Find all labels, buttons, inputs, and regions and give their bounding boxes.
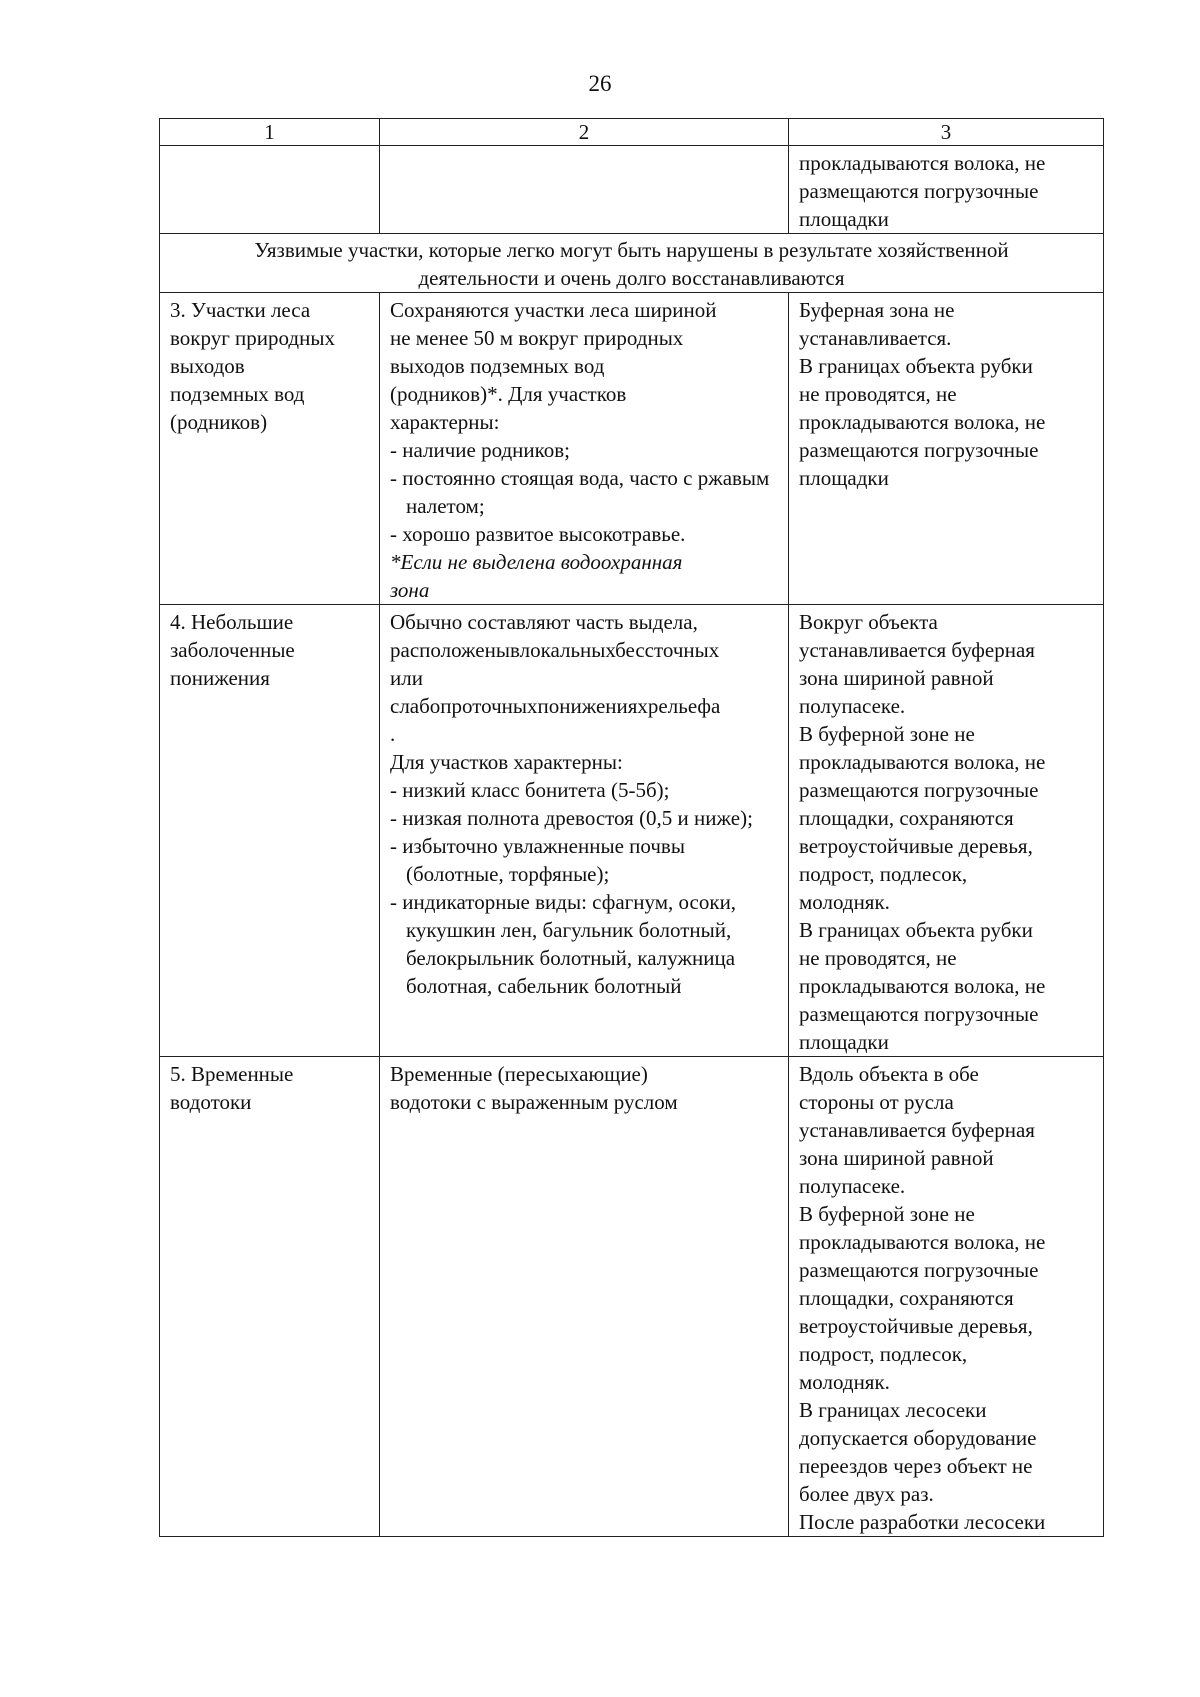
text-line: площадки <box>799 1030 889 1054</box>
text-line: площадки <box>799 207 889 231</box>
text-line: устанавливается. <box>799 326 952 350</box>
continuation-row <box>160 146 1104 234</box>
table-row <box>160 605 1104 1057</box>
text-line: размещаются погрузочные <box>799 179 1039 203</box>
text-line: более двух раз. <box>799 1482 934 1506</box>
text-line: Сохраняются участки леса шириной <box>390 298 717 322</box>
header-col-3: 3 <box>789 119 1104 146</box>
text-line: Буферная зона не <box>799 298 955 322</box>
row-5-description <box>380 1057 789 1537</box>
continuation-col-3 <box>789 146 1104 234</box>
text-line: . <box>390 722 396 746</box>
buffer-zone-table <box>159 118 1104 1537</box>
text-line: подрост, подлесок, <box>799 1342 968 1366</box>
continuation-col-2 <box>380 146 789 234</box>
text-line: (родников) <box>170 410 268 434</box>
text-line: понижения <box>170 666 270 690</box>
text-line: После разработки лесосеки <box>799 1510 1046 1534</box>
header-col-2: 2 <box>380 119 789 146</box>
list-item: - низкая полнота древостоя (0,5 и ниже); <box>390 806 753 830</box>
text-line: водотоки с выраженным руслом <box>390 1090 678 1114</box>
text-line: подземных вод <box>170 382 305 406</box>
text-line: прокладываются волока, не <box>799 410 1046 434</box>
text-line: расположенывлокальныхбессточных <box>390 638 720 662</box>
text-line: не проводятся, не <box>799 382 957 406</box>
text-line: Уязвимые участки, которые легко могут быть нарушены в результате хозяйственной <box>254 238 1009 262</box>
text-line: выходов подземных вод <box>390 354 605 378</box>
text-line: Вдоль объекта в обе <box>799 1062 979 1086</box>
text-line: размещаются погрузочные <box>799 438 1039 462</box>
text-line: вокруг природных <box>170 326 335 350</box>
text-line: В границах лесосеки <box>799 1398 987 1422</box>
row-4-measures <box>789 605 1104 1057</box>
text-line: (родников)*. Для участков <box>390 382 627 406</box>
text-line: Вокруг объекта <box>799 610 938 634</box>
text-line: ветроустойчивые деревья, <box>799 834 1033 858</box>
text-line: Обычно составляют часть выдела, <box>390 610 698 634</box>
section-title <box>160 234 1104 293</box>
text-line: Для участков характерны: <box>390 750 623 774</box>
page-number: 26 <box>588 71 612 96</box>
text-line: полупасеке. <box>799 1174 906 1198</box>
continuation-col-1 <box>160 146 380 234</box>
row-3-object <box>160 293 380 605</box>
row-3-description <box>380 293 789 605</box>
row-5-measures <box>789 1057 1104 1537</box>
text-line: заболоченные <box>170 638 295 662</box>
text-line: деятельности и очень долго восстанавливаются <box>418 266 845 290</box>
text-line: полупасеке. <box>799 694 906 718</box>
text-line: 3. Участки леса <box>170 298 311 322</box>
table-header-row <box>160 119 1104 146</box>
text-line: стороны от русла <box>799 1090 954 1114</box>
text-line: допускается оборудование <box>799 1426 1037 1450</box>
text-line: устанавливается буферная <box>799 1118 1035 1142</box>
text-line: характерны: <box>390 410 500 434</box>
row-3-measures <box>789 293 1104 605</box>
text-line: или <box>390 666 423 690</box>
text-line: молодняк. <box>799 1370 890 1394</box>
text-line: площадки <box>799 466 889 490</box>
text-line: зона <box>390 578 430 602</box>
text-line: зона шириной равной <box>799 1146 994 1170</box>
text-line: 4. Небольшие <box>170 610 294 634</box>
text-line: В границах объекта рубки <box>799 918 1033 942</box>
row-4-description <box>380 605 789 1057</box>
text-line: В границах объекта рубки <box>799 354 1033 378</box>
list-item: - постоянно стоящая вода, часто с ржавым налетом; <box>390 466 770 518</box>
row-5-object <box>160 1057 380 1537</box>
text-line: устанавливается буферная <box>799 638 1035 662</box>
text-line: прокладываются волока, не <box>799 1230 1046 1254</box>
text-line: В буферной зоне не <box>799 722 975 746</box>
text-line: прокладываются волока, не <box>799 750 1046 774</box>
text-line: выходов <box>170 354 245 378</box>
list-item: - индикаторные виды: сфагнум, осоки, кукушкин лен, багульник болотный, белокрыльник болотный, калужница болотная, сабельник болотный <box>390 890 737 998</box>
text-line: подрост, подлесок, <box>799 862 968 886</box>
header-col-1: 1 <box>160 119 380 146</box>
text-line: водотоки <box>170 1090 252 1114</box>
text-line: зона шириной равной <box>799 666 994 690</box>
text-line: прокладываются волока, не <box>799 151 1046 175</box>
text-line: прокладываются волока, не <box>799 974 1046 998</box>
text-line: В буферной зоне не <box>799 1202 975 1226</box>
table-row <box>160 293 1104 605</box>
list-item: - избыточно увлажненные почвы (болотные, торфяные); <box>390 834 685 886</box>
text-line: площадки, сохраняются <box>799 1286 1014 1310</box>
text-line: переездов через объект не <box>799 1454 1033 1478</box>
table-row <box>160 1057 1104 1537</box>
text-line: не менее 50 м вокруг природных <box>390 326 684 350</box>
list-item: - хорошо развитое высокотравье. <box>390 522 686 546</box>
row-4-object <box>160 605 380 1057</box>
text-line: *Если не выделена водоохранная <box>390 550 683 574</box>
text-line: Временные (пересыхающие) <box>390 1062 648 1086</box>
text-line: размещаются погрузочные <box>799 1002 1039 1026</box>
text-line: размещаются погрузочные <box>799 1258 1039 1282</box>
text-line: 5. Временные <box>170 1062 294 1086</box>
text-line: слабопроточныхпониженияхрельефа <box>390 694 721 718</box>
text-line: не проводятся, не <box>799 946 957 970</box>
list-item: - низкий класс бонитета (5-5б); <box>390 778 670 802</box>
text-line: ветроустойчивые деревья, <box>799 1314 1033 1338</box>
text-line: площадки, сохраняются <box>799 806 1014 830</box>
list-item: - наличие родников; <box>390 438 571 462</box>
section-title-row <box>160 234 1104 293</box>
text-line: молодняк. <box>799 890 890 914</box>
text-line: размещаются погрузочные <box>799 778 1039 802</box>
